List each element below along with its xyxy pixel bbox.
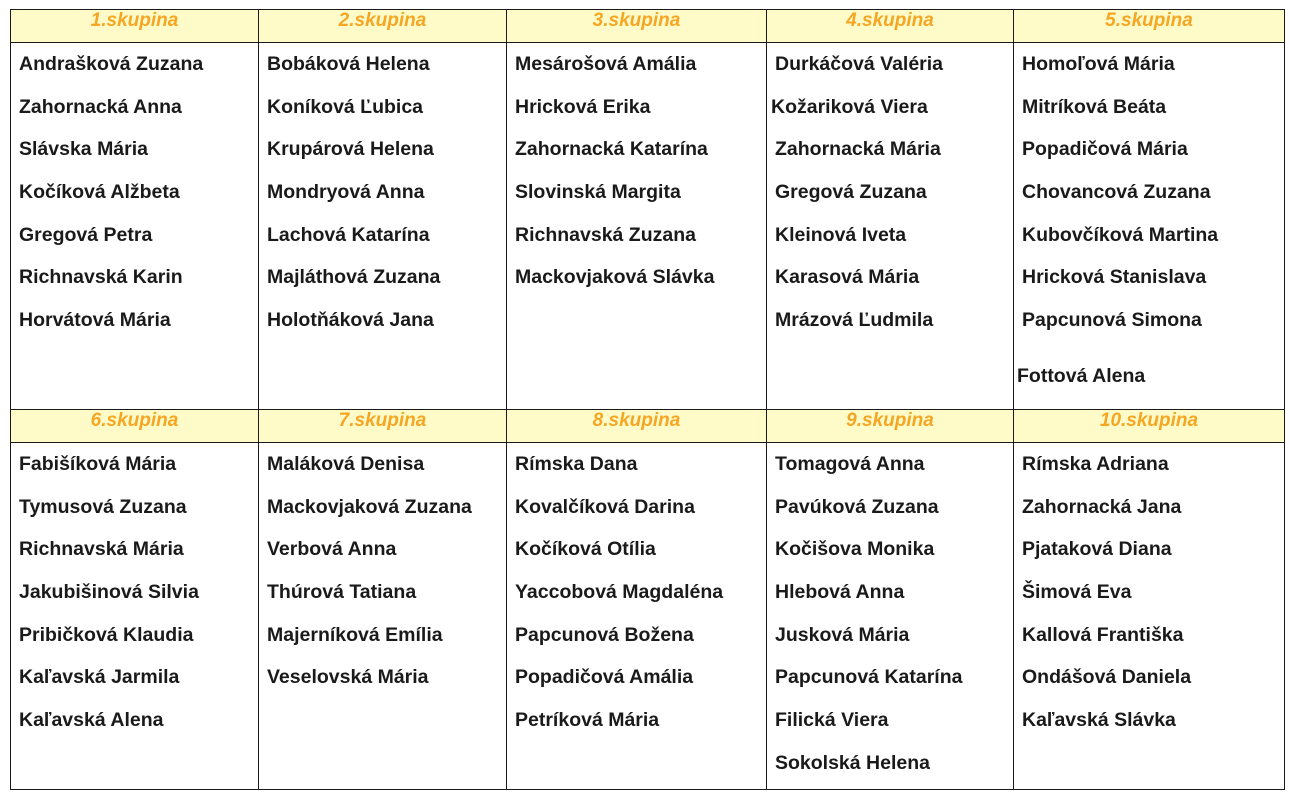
member-name: Kallová Františka: [1022, 623, 1184, 646]
member-name: Mackovjaková Slávka: [515, 266, 715, 289]
header-row-1: [11, 10, 1285, 43]
member-name: Yaccobová Magdaléna: [515, 581, 724, 604]
member-list: [767, 43, 1013, 346]
member-name: Durkáčová Valéria: [775, 53, 944, 75]
member-name: Bobáková Helena: [267, 53, 430, 75]
member-list: [1014, 443, 1284, 746]
group-1-title: 1.skupina: [11, 10, 259, 43]
member-name: Šimová Eva: [1022, 581, 1132, 604]
member-name: Mitríková Beáta: [1022, 95, 1167, 118]
member-name: Tymusová Zuzana: [19, 495, 187, 518]
member-name: Gregová Petra: [19, 223, 153, 246]
group-6-title: 6.skupina: [11, 410, 259, 443]
member-name: Mrázová Ľudmila: [775, 309, 934, 332]
member-name: Lachová Katarína: [267, 223, 430, 246]
member-name: Krupárová Helena: [267, 138, 434, 161]
member-name: Mackovjaková Zuzana: [267, 495, 472, 518]
member-name: Pjataková Diana: [1022, 538, 1172, 561]
members-row-2: [11, 443, 1285, 790]
group-2-members: [259, 43, 507, 410]
member-name: Andrašková Zuzana: [19, 53, 204, 75]
member-name: Filická Viera: [775, 709, 889, 732]
member-name: Kočišova Monika: [775, 538, 935, 561]
member-name: Zahornacká Katarína: [515, 138, 708, 161]
member-name: Kočíková Alžbeta: [19, 181, 180, 204]
member-name: Popadičová Mária: [1022, 138, 1188, 161]
member-list: [259, 43, 506, 346]
group-5-members: [1014, 43, 1285, 410]
member-name: Kožariková Viera: [771, 95, 928, 118]
member-name: Kaľavská Alena: [19, 709, 164, 732]
group-1-members: [11, 43, 259, 410]
member-name: Zahornacká Jana: [1022, 495, 1182, 518]
member-name: Popadičová Amália: [515, 666, 694, 689]
member-list: [11, 43, 258, 346]
member-list: [507, 43, 766, 303]
member-name: Zahornacká Mária: [775, 138, 941, 161]
member-name: Maláková Denisa: [267, 453, 425, 475]
member-name: Pavúková Zuzana: [775, 495, 939, 518]
member-name: Karasová Mária: [775, 266, 920, 289]
member-name: Richnavská Mária: [19, 538, 184, 561]
member-name: Zahornacká Anna: [19, 95, 182, 118]
member-name: Slovinská Margita: [515, 181, 681, 204]
member-name: Kleinová Iveta: [775, 223, 907, 246]
member-name: Ondášová Daniela: [1022, 666, 1192, 689]
member-name: Kubovčíková Martina: [1022, 223, 1219, 246]
member-name: Rímska Adriana: [1022, 453, 1169, 475]
member-name: Jusková Mária: [775, 623, 910, 646]
member-name: Papcunová Božena: [515, 623, 694, 646]
group-7-members: [259, 443, 507, 790]
member-name: Richnavská Zuzana: [515, 223, 696, 246]
member-name: Richnavská Karin: [19, 266, 183, 289]
member-name: Gregová Zuzana: [775, 181, 927, 204]
header-row-2: [11, 410, 1285, 443]
member-name: Majláthová Zuzana: [267, 266, 441, 289]
member-name: Mondryová Anna: [267, 181, 425, 204]
member-name: Jakubišinová Silvia: [19, 581, 199, 604]
member-name: Petríková Mária: [515, 709, 660, 732]
member-name: Kaľavská Jarmila: [19, 666, 180, 689]
group-10-title: 10.skupina: [1014, 410, 1285, 443]
member-name: Verbová Anna: [267, 538, 397, 561]
group-4-title: 4.skupina: [767, 10, 1014, 43]
member-name: Koníková Ľubica: [267, 95, 424, 118]
member-list: [11, 443, 258, 746]
group-9-title: 9.skupina: [767, 410, 1014, 443]
member-name: Kaľavská Slávka: [1022, 709, 1176, 732]
member-name: Tomagová Anna: [775, 453, 925, 475]
member-name: Majerníková Emília: [267, 623, 443, 646]
group-4-members: [767, 43, 1014, 410]
group-2-title: 2.skupina: [259, 10, 507, 43]
groups-table: [10, 9, 1285, 790]
member-name: Veselovská Mária: [267, 666, 429, 689]
member-name: Papcunová Katarína: [775, 666, 963, 689]
member-name: Hricková Stanislava: [1022, 266, 1207, 289]
member-list: [1014, 43, 1284, 402]
group-10-members: [1014, 443, 1285, 790]
member-name: Mesárošová Amália: [515, 53, 697, 75]
group-8-title: 8.skupina: [507, 410, 767, 443]
member-name: Fabišíková Mária: [19, 453, 177, 475]
member-name: Horvátová Mária: [19, 309, 171, 332]
member-name: Homoľová Mária: [1022, 53, 1175, 75]
members-row-1: [11, 43, 1285, 410]
member-list: [767, 443, 1013, 789]
group-9-members: [767, 443, 1014, 790]
member-name: Papcunová Simona: [1022, 309, 1202, 332]
group-6-members: [11, 443, 259, 790]
member-name: Kovalčíková Darina: [515, 495, 695, 518]
member-name: Thúrová Tatiana: [267, 581, 417, 604]
member-name: Pribičková Klaudia: [19, 623, 194, 646]
member-name: Slávska Mária: [19, 138, 149, 161]
member-name: Sokolská Helena: [775, 751, 930, 774]
group-3-members: [507, 43, 767, 410]
member-name: Hricková Erika: [515, 95, 651, 118]
member-name: Chovancová Zuzana: [1022, 181, 1211, 204]
member-name: Holotňáková Jana: [267, 309, 434, 332]
group-8-members: [507, 443, 767, 790]
member-name: Hlebová Anna: [775, 581, 905, 604]
group-7-title: 7.skupina: [259, 410, 507, 443]
member-name: Kočíková Otília: [515, 538, 656, 561]
member-name: Rímska Dana: [515, 453, 638, 475]
group-5-title: 5.skupina: [1014, 10, 1285, 43]
member-list: [507, 443, 766, 746]
member-list: [259, 443, 506, 703]
group-3-title: 3.skupina: [507, 10, 767, 43]
member-name: Fottová Alena: [1017, 364, 1146, 387]
